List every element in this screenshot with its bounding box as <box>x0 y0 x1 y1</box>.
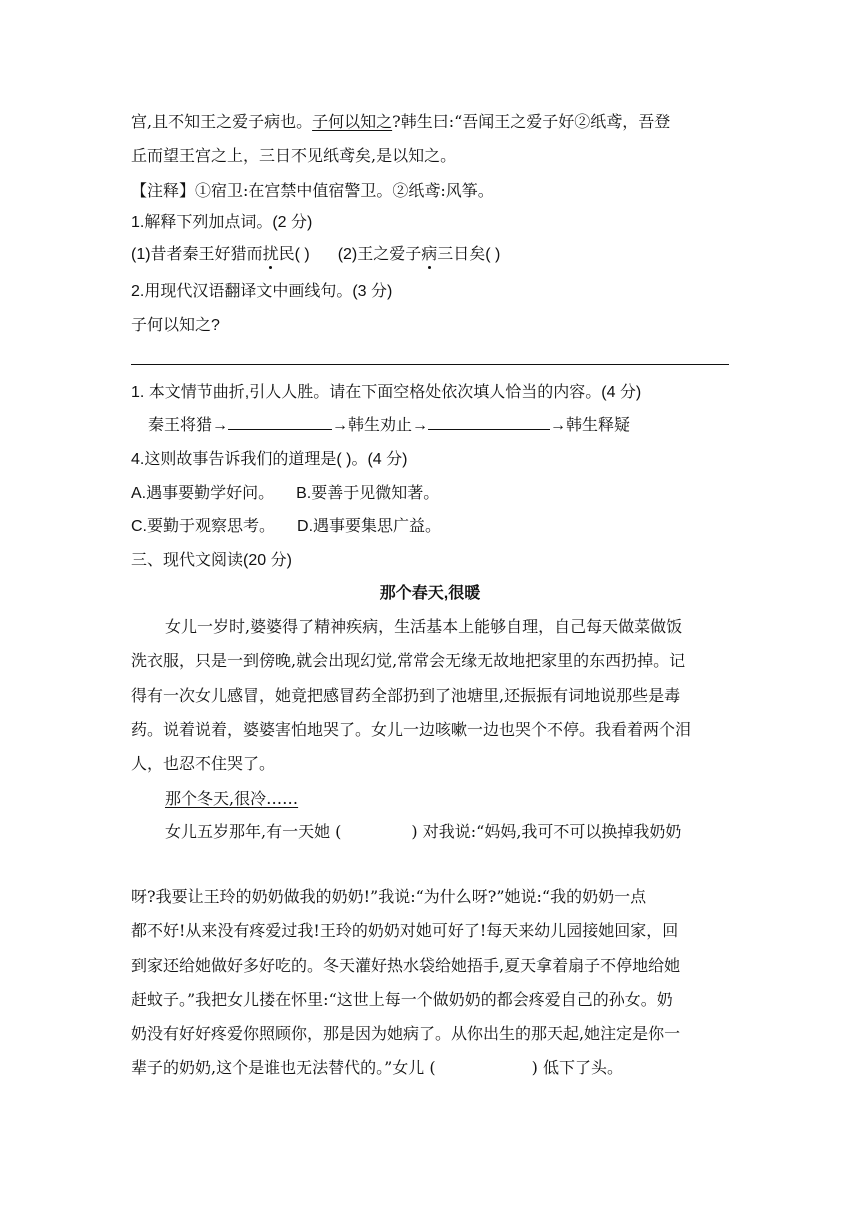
arrow-icon: → <box>412 417 429 434</box>
paragraph-4-line-4: 赶蚊子。”我把女儿搂在怀里:“这世上每一个做奶奶的都会疼爱自己的孙女。奶 <box>131 990 673 1009</box>
options-row-2 <box>131 517 441 537</box>
paragraph-1-line-4: 药。说着说着，婆婆害怕地哭了。女儿一边咳嗽一边也哭个不停。我看着两个泪 <box>131 720 692 739</box>
plot-flow: 秦王将猎→ →韩生劝止→ →韩生释疑 <box>148 417 631 434</box>
paragraph-1-line-3: 得有一次女儿感冒，她竟把感冒药全部扔到了池塘里,还振振有词地说那些是毒 <box>131 686 681 705</box>
classical-line-1: 宫,且不知王之爱子病也。子何以知之?韩生曰:“吾闻王之爱子好②纸鸢，吾登 <box>131 112 671 131</box>
question-1-heading: 1.解释下列加点词。(2 分) <box>131 214 313 231</box>
passage-title: 那个春天,很暖 <box>379 585 481 602</box>
arrow-icon: → <box>550 417 567 434</box>
paragraph-4-line-2: 都不好!从来没有疼爱过我!王玲的奶奶对她可好了!每天来幼儿园接她回家，回 <box>131 921 679 940</box>
question-1-items: (1)昔者秦王好猎而扰民( ) (2)王之爱子病三日矣( ) <box>131 246 501 263</box>
underlined-sentence: 子何以知之 <box>312 112 393 131</box>
question-2-heading: 2.用现代汉语翻译文中画线句。(3 分) <box>131 283 393 300</box>
annotation-notes: 【注释】①宿卫:在宫禁中值宿警卫。②纸鸢:风筝。 <box>131 181 494 200</box>
answer-line <box>131 364 729 365</box>
option-b: B.要善于见微知著。 <box>296 485 440 502</box>
paragraph-3: 女儿五岁那年,有一天她 ( ) 对我说:“妈妈,我可不可以换掉我奶奶 <box>165 822 682 841</box>
paragraph-2: 那个冬天,很冷…… <box>165 789 299 808</box>
paragraph-1-line-5: 人，也忍不住哭了。 <box>131 754 276 773</box>
options-row-1 <box>131 484 439 504</box>
question-4-heading: 4.这则故事告诉我们的道理是( )。(4 分) <box>131 451 408 468</box>
option-c: C.要勤于观察思考。 <box>131 518 276 535</box>
arrow-icon: → <box>212 417 229 434</box>
paragraph-4-line-3: 到家还给她做好多好吃的。冬天灌好热水袋给她捂手,夏天拿着扇子不停地给她 <box>131 956 681 975</box>
option-a: A.遇事要勤学好问。 <box>131 485 275 502</box>
dotted-word: 扰 <box>262 246 279 263</box>
option-d: D.遇事要集思广益。 <box>297 518 442 535</box>
paragraph-4-line-1: 呀?我要让王玲的奶奶做我的奶奶!”我说:“为什么呀?”她说:“我的奶奶一点 <box>131 887 647 906</box>
fill-blank-1[interactable] <box>228 415 332 430</box>
question-3-heading: 1. 本文情节曲折,引人人胜。请在下面空格处依次填人恰当的内容。(4 分) <box>131 384 642 401</box>
paragraph-4-line-6: 辈子的奶奶,这个是谁也无法替代的。”女儿 ( ) 低下了头。 <box>131 1058 623 1077</box>
arrow-icon: → <box>332 417 349 434</box>
paragraph-4-line-5: 奶没有好好疼爱你照顾你，那是因为她病了。从你出生的那天起,她注定是你一 <box>131 1024 681 1043</box>
paragraph-1-line-2: 洗衣服，只是一到傍晚,就会出现幻觉,常常会无缘无故地把家里的东西扔掉。记 <box>131 651 686 670</box>
section-heading: 三、现代文阅读(20 分) <box>131 552 292 569</box>
fill-blank-2[interactable] <box>428 415 550 430</box>
question-2-sentence: 子何以知之? <box>131 317 220 334</box>
classical-line-2: 丘而望王宫之上，三日不见纸鸢矣,是以知之。 <box>131 146 457 165</box>
paragraph-1-line-1: 女儿一岁时,婆婆得了精神疾病，生活基本上能够自理，自己每天做菜做饭 <box>165 617 683 636</box>
dotted-word: 病 <box>421 246 438 263</box>
